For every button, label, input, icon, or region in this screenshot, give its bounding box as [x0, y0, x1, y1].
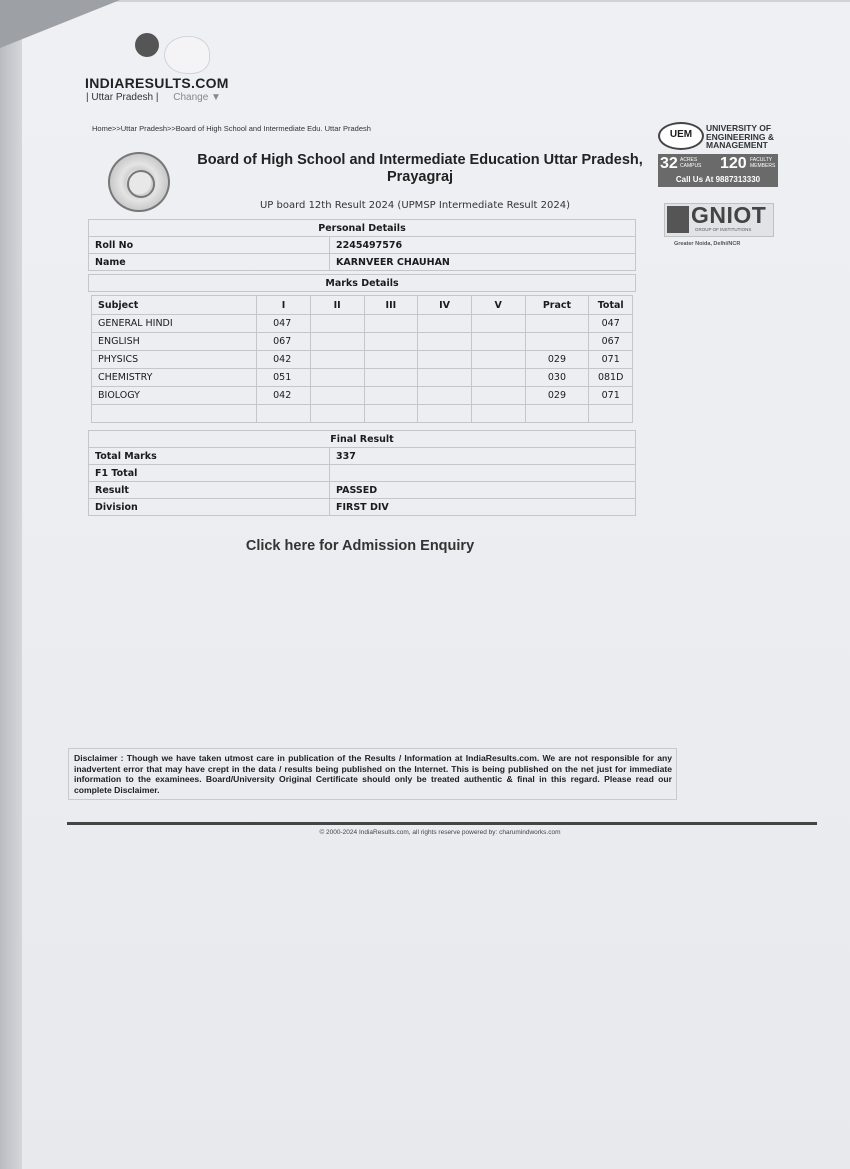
paper-i-cell: 067	[257, 333, 311, 351]
footer-divider	[67, 822, 817, 825]
final-result-heading: Final Result	[89, 431, 636, 448]
uem-name-line: UNIVERSITY OF	[706, 123, 772, 133]
roll-no-value: 2245497576	[330, 237, 636, 254]
pract-cell: 030	[525, 369, 589, 387]
total-cell: 047	[589, 315, 633, 333]
subject-cell: BIOLOGY	[92, 387, 257, 405]
gniot-location: Greater Noida, Delhi/NCR	[674, 241, 741, 247]
table-row	[92, 315, 633, 333]
gniot-advertisement[interactable]	[664, 203, 774, 237]
marks-details-header	[88, 274, 636, 292]
uem-call-number: Call Us At 9887313330	[675, 175, 761, 184]
state-label: | Uttar Pradesh |	[86, 92, 159, 103]
total-cell: 071	[589, 387, 633, 405]
paper-i-cell: 047	[257, 315, 311, 333]
pract-cell: 029	[525, 387, 589, 405]
total-cell: 081D	[589, 369, 633, 387]
f1-total-value	[330, 465, 636, 482]
result-label: Result	[89, 482, 330, 499]
gniot-name: GNIOT	[691, 202, 767, 228]
copyright-text: © 2000-2024 IndiaResults.com, all rights reserve powered by: charumindworks.com	[319, 829, 561, 836]
total-marks-label: Total Marks	[89, 448, 330, 465]
paper-i-cell: 042	[257, 387, 311, 405]
final-result-table	[88, 447, 636, 516]
marks-table	[91, 295, 633, 423]
uem-acres-number: 32	[660, 155, 678, 172]
division-label: Division	[89, 499, 330, 516]
change-state-link[interactable]: Change ▼	[173, 92, 221, 103]
name-label: Name	[89, 254, 330, 271]
total-cell: 067	[589, 333, 633, 351]
admission-enquiry-link[interactable]: Click here for Admission Enquiry	[245, 538, 475, 554]
gniot-tagline: GROUP OF INSTITUTIONS	[695, 227, 752, 232]
page-title: Board of High School and Intermediate Education Uttar Pradesh, Prayagraj	[197, 152, 643, 185]
col-header-iv: IV	[418, 296, 472, 315]
subject-cell: ENGLISH	[92, 333, 257, 351]
result-value: PASSED	[330, 482, 636, 499]
subject-cell: CHEMISTRY	[92, 369, 257, 387]
col-header-ii: II	[310, 296, 364, 315]
gniot-logo-icon	[667, 206, 689, 233]
table-row	[92, 351, 633, 369]
total-marks-value: 337	[330, 448, 636, 465]
page-subtitle: UP board 12th Result 2024 (UPMSP Intermediate Result 2024)	[259, 200, 570, 211]
uem-logo-icon: UEM	[658, 122, 704, 150]
col-header-v: V	[471, 296, 525, 315]
uem-stats-banner	[658, 154, 778, 187]
subject-cell: GENERAL HINDI	[92, 315, 257, 333]
uem-acres-label: ACRES CAMPUS	[680, 157, 702, 169]
table-row	[92, 387, 633, 405]
disclaimer-box: Disclaimer : Though we have taken utmost care in publication of the Results / Information at IndiaResults.com. We are not responsible for any inadvertent error that may have crept in the data / results being published on the Internet. This is being published on the net just for immediate information to the examinees. Board/University Original Certificate should only be treated authentic & final in this regard. Please read our complete Disclaimer.	[68, 748, 677, 800]
subject-cell: PHYSICS	[92, 351, 257, 369]
marks-details-heading: Marks Details	[89, 275, 636, 292]
personal-details-heading: Personal Details	[89, 220, 636, 237]
col-header-subject: Subject	[92, 296, 257, 315]
name-value: KARNVEER CHAUHAN	[330, 254, 636, 271]
state-selector	[86, 92, 221, 103]
table-row-empty	[92, 405, 633, 423]
pract-cell: 029	[525, 351, 589, 369]
uem-name	[706, 124, 774, 150]
col-header-pract: Pract	[525, 296, 589, 315]
pract-cell	[525, 315, 589, 333]
uem-faculty-label: FACULTY MEMBERS	[750, 157, 776, 169]
pract-cell	[525, 333, 589, 351]
division-value: FIRST DIV	[330, 499, 636, 516]
table-row	[92, 369, 633, 387]
paper-i-cell: 042	[257, 351, 311, 369]
total-cell: 071	[589, 351, 633, 369]
col-header-iii: III	[364, 296, 418, 315]
f1-total-label: F1 Total	[89, 465, 330, 482]
uem-name-line: ENGINEERING &	[706, 131, 775, 142]
site-logo-text[interactable]: INDIARESULTS.COM	[85, 75, 229, 91]
table-row	[92, 333, 633, 351]
indiaresults-logo-icon	[135, 33, 159, 57]
up-board-seal-icon	[108, 152, 170, 212]
col-header-i: I	[257, 296, 311, 315]
col-header-total: Total	[589, 296, 633, 315]
roll-no-label: Roll No	[89, 237, 330, 254]
paper-i-cell: 051	[257, 369, 311, 387]
breadcrumb[interactable]: Home>>Uttar Pradesh>>Board of High School and Intermediate Edu. Uttar Pradesh	[92, 124, 371, 133]
uem-name-line: MANAGEMENT	[706, 140, 768, 150]
folded-corner	[0, 0, 120, 48]
final-result-header	[88, 430, 636, 448]
uem-faculty-number: 120	[720, 155, 747, 172]
uem-advertisement[interactable]	[658, 122, 780, 188]
personal-details-table	[88, 219, 636, 271]
up-map-icon	[164, 36, 210, 74]
